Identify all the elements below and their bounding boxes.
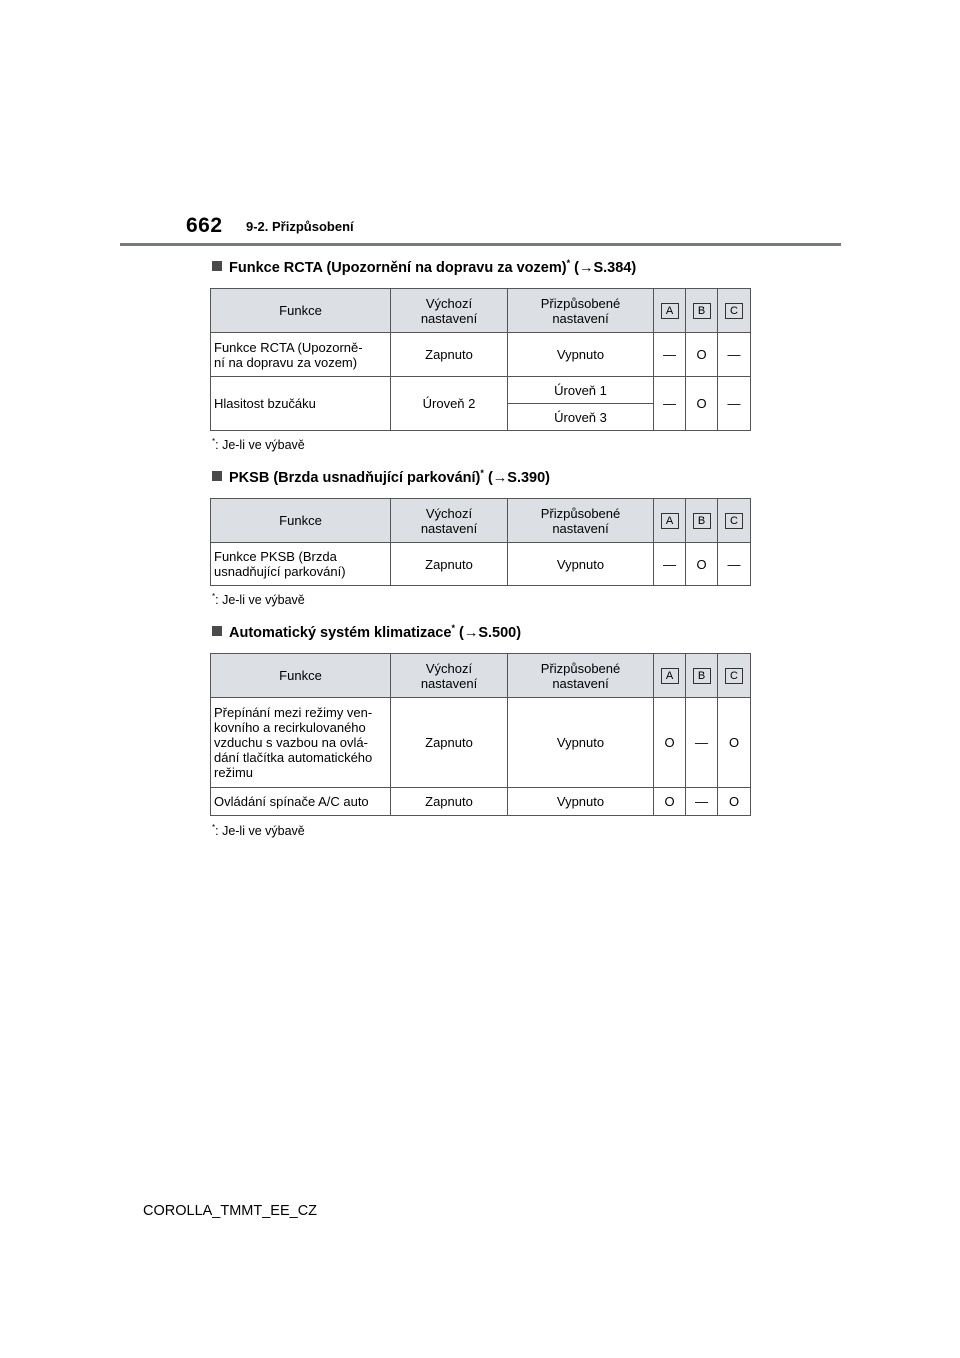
cell-function: Přepínání mezi režimy ven- kovního a recirkulovaného vzduchu s vazbou na ovlá- dání tlačítka automatického režimu (211, 698, 391, 788)
footnote: *: Je-li ve výbavě (212, 437, 305, 453)
header-function: Funkce (211, 499, 391, 543)
cell-default: Zapnuto (391, 698, 508, 788)
cell-c: — (718, 333, 751, 377)
header-c (718, 499, 751, 543)
cell-b: — (686, 788, 718, 816)
table-rcta (210, 288, 751, 431)
header-a (654, 289, 686, 333)
section-title: 9-2. Přizpůsobení (246, 219, 354, 234)
header-default: Výchozí nastavení (391, 499, 508, 543)
cell-c: — (718, 377, 751, 431)
table-climate (210, 653, 751, 816)
table-row (211, 377, 751, 404)
cell-a: — (654, 377, 686, 431)
header-a (654, 654, 686, 698)
cell-custom: Úroveň 3 (508, 404, 654, 431)
a-box-icon: A (661, 668, 679, 684)
footnote: *: Je-li ve výbavě (212, 823, 305, 839)
cell-c: O (718, 698, 751, 788)
page-reference-link[interactable]: (→S.500) (458, 624, 522, 641)
cell-default: Zapnuto (391, 333, 508, 377)
document-id: COROLLA_TMMT_EE_CZ (143, 1203, 318, 1219)
cell-function: Funkce PKSB (Brzda usnadňující parkování) (211, 543, 391, 586)
table-pksb (210, 498, 751, 586)
header-default: Výchozí nastavení (391, 654, 508, 698)
cell-custom: Úroveň 1 (508, 377, 654, 404)
cell-function: Ovládání spínače A/C auto (211, 788, 391, 816)
a-box-icon: A (661, 513, 679, 529)
table-row (211, 333, 751, 377)
cell-c: O (718, 788, 751, 816)
header-b (686, 654, 718, 698)
square-bullet-icon (212, 471, 222, 481)
cell-default: Úroveň 2 (391, 377, 508, 431)
b-box-icon: B (693, 668, 711, 684)
cell-a: — (654, 333, 686, 377)
square-bullet-icon (212, 626, 222, 636)
cell-a: — (654, 543, 686, 586)
square-bullet-icon (212, 261, 222, 271)
cell-b: O (686, 543, 718, 586)
cell-custom: Vypnuto (508, 788, 654, 816)
heading-pksb: PKSB (Brzda usnadňující parkování)* (→S.390) (212, 468, 550, 486)
header-divider (120, 243, 841, 246)
table-header-row (211, 499, 751, 543)
cell-default: Zapnuto (391, 788, 508, 816)
page-reference-link[interactable]: (→S.390) (487, 469, 550, 486)
cell-a: O (654, 788, 686, 816)
page-reference-link[interactable]: (→S.384) (574, 259, 637, 276)
header-custom: Přizpůsobené nastavení (508, 654, 654, 698)
header-custom: Přizpůsobené nastavení (508, 499, 654, 543)
header-default: Výchozí nastavení (391, 289, 508, 333)
header-c (718, 289, 751, 333)
a-box-icon: A (661, 303, 679, 319)
cell-c: — (718, 543, 751, 586)
cell-b: O (686, 377, 718, 431)
c-box-icon: C (725, 303, 743, 319)
header-b (686, 499, 718, 543)
table-row (211, 788, 751, 816)
header-function: Funkce (211, 289, 391, 333)
header-function: Funkce (211, 654, 391, 698)
cell-b: O (686, 333, 718, 377)
header-b (686, 289, 718, 333)
cell-a: O (654, 698, 686, 788)
header-a (654, 499, 686, 543)
b-box-icon: B (693, 513, 711, 529)
cell-custom: Vypnuto (508, 698, 654, 788)
table-header-row (211, 654, 751, 698)
b-box-icon: B (693, 303, 711, 319)
cell-default: Zapnuto (391, 543, 508, 586)
heading-climate: Automatický systém klimatizace* (→S.500) (212, 623, 521, 641)
header-c (718, 654, 751, 698)
page-number: 662 (186, 214, 223, 237)
heading-rcta: Funkce RCTA (Upozornění na dopravu za vozem)* (→S.384) (212, 258, 636, 276)
footnote: *: Je-li ve výbavě (212, 592, 305, 608)
cell-b: — (686, 698, 718, 788)
c-box-icon: C (725, 513, 743, 529)
table-row (211, 543, 751, 586)
cell-function: Funkce RCTA (Upozorně- ní na dopravu za vozem) (211, 333, 391, 377)
table-row (211, 698, 751, 788)
cell-custom: Vypnuto (508, 543, 654, 586)
header-custom: Přizpůsobené nastavení (508, 289, 654, 333)
cell-custom: Vypnuto (508, 333, 654, 377)
table-header-row (211, 289, 751, 333)
cell-function: Hlasitost bzučáku (211, 377, 391, 431)
c-box-icon: C (725, 668, 743, 684)
